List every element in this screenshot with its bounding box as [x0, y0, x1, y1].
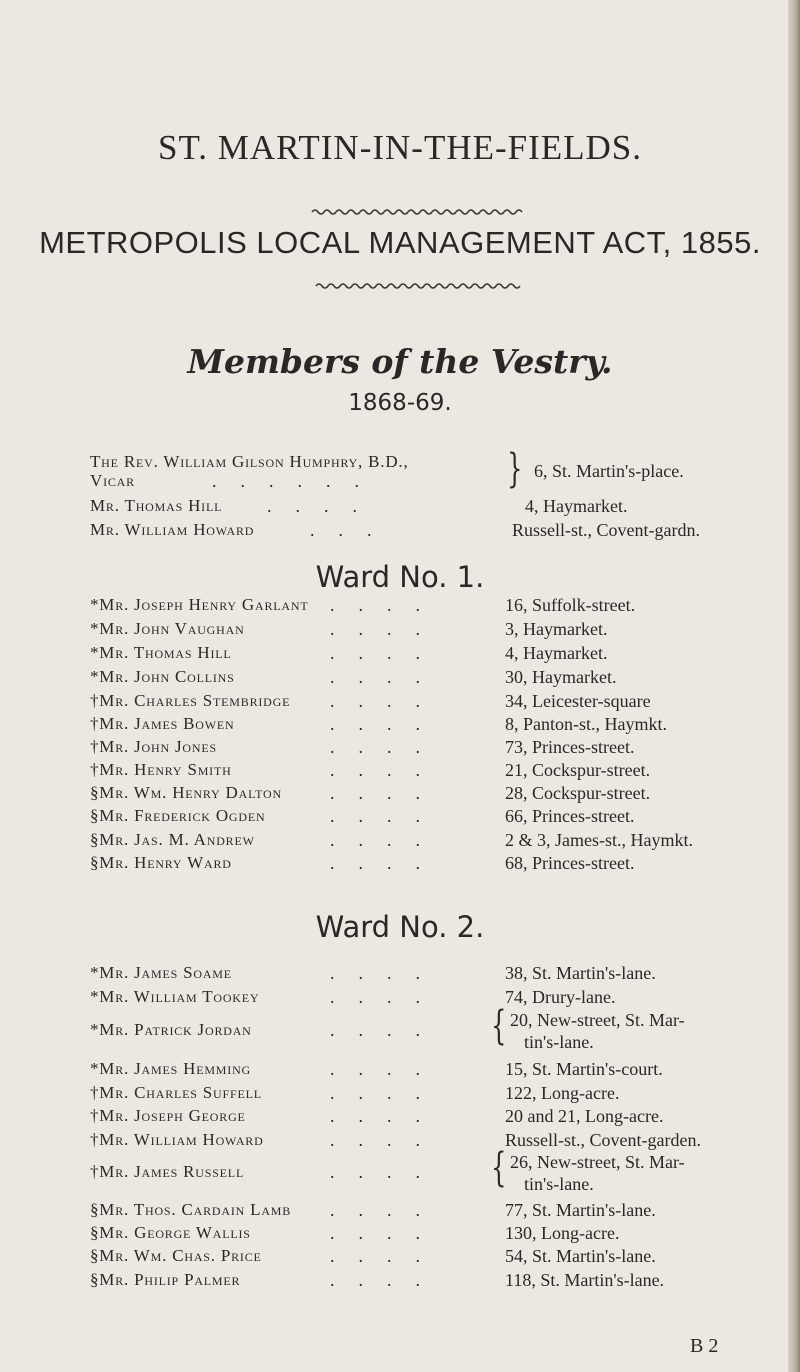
officer-address: 6, St. Martin's-place.: [534, 461, 684, 481]
brace: }: [507, 446, 523, 492]
leader-dots: ....: [330, 1106, 444, 1126]
leader-dots: ....: [330, 760, 444, 780]
leader-dots: ...: [310, 520, 396, 540]
leader-dots: ....: [330, 595, 444, 615]
member-name: §Mr. Wm. Chas. Price: [90, 1246, 262, 1265]
officer-name-line2: Vicar: [90, 471, 135, 490]
member-name: *Mr. Patrick Jordan: [90, 1020, 252, 1039]
leader-dots: ....: [330, 1200, 444, 1220]
member-address: 15, St. Martin's-court.: [505, 1059, 663, 1079]
member-name: †Mr. Joseph George: [90, 1106, 246, 1125]
officer-name: Mr. Thomas Hill: [90, 496, 223, 515]
officer-address: Russell-st., Covent-gardn.: [512, 520, 700, 540]
leader-dots: ....: [330, 1059, 444, 1079]
member-name: †Mr. John Jones: [90, 737, 217, 756]
member-address: 3, Haymarket.: [505, 619, 608, 639]
leader-dots: ....: [330, 1270, 444, 1290]
member-address: 130, Long-acre.: [505, 1223, 620, 1243]
member-name: §Mr. Frederick Ogden: [90, 806, 266, 825]
leader-dots: ....: [330, 853, 444, 873]
leader-dots: ....: [330, 963, 444, 983]
leader-dots: ....: [330, 1246, 444, 1266]
leader-dots: ....: [330, 643, 444, 663]
leader-dots: ....: [330, 1020, 444, 1040]
member-address: 8, Panton-st., Haymkt.: [505, 714, 667, 734]
member-name: §Mr. Philip Palmer: [90, 1270, 241, 1289]
member-address: 38, St. Martin's-lane.: [505, 963, 656, 983]
member-row: [0, 1270, 800, 1300]
leader-dots: ....: [330, 714, 444, 734]
member-address: 16, Suffolk-street.: [505, 595, 636, 615]
member-name: †Mr. Henry Smith: [90, 760, 232, 779]
member-address: 20, New-street, St. Mar-: [510, 1010, 685, 1030]
brace: {: [491, 1003, 507, 1049]
officer-address: 4, Haymarket.: [525, 496, 628, 516]
member-address: 21, Cockspur-street.: [505, 760, 651, 780]
member-row: [0, 1145, 800, 1194]
member-name: §Mr. Jas. M. Andrew: [90, 830, 255, 849]
leader-dots: ....: [330, 1130, 444, 1150]
leader-dots: ....: [330, 619, 444, 639]
member-name: *Mr. James Hemming: [90, 1059, 251, 1078]
member-name: †Mr. Charles Suffell: [90, 1083, 262, 1102]
year: 1868-69.: [348, 390, 452, 416]
member-row: [0, 1003, 800, 1052]
leader-dots: ....: [330, 1162, 444, 1182]
member-address: 73, Princes-street.: [505, 737, 635, 757]
member-address: Russell-st., Covent-garden.: [505, 1130, 701, 1150]
act-heading: METROPOLIS LOCAL MANAGEMENT ACT, 1855.: [39, 225, 761, 260]
member-address: 54, St. Martin's-lane.: [505, 1246, 656, 1266]
signature-mark: B 2: [690, 1335, 719, 1357]
member-name: §Mr. Wm. Henry Dalton: [90, 783, 282, 802]
member-name: §Mr. Henry Ward: [90, 853, 232, 872]
member-address: 68, Princes-street.: [505, 853, 635, 873]
leader-dots: ....: [330, 737, 444, 757]
member-address: 30, Haymarket.: [505, 667, 617, 687]
member-address: 4, Haymarket.: [505, 643, 608, 663]
page-title: ST. MARTIN-IN-THE-FIELDS.: [158, 128, 642, 167]
leader-dots: ....: [330, 691, 444, 711]
leader-dots: ....: [267, 496, 381, 516]
member-address: 20 and 21, Long-acre.: [505, 1106, 664, 1126]
leader-dots: ......: [212, 471, 383, 491]
officer-name: Mr. William Howard: [90, 520, 255, 539]
officer-row: [0, 520, 800, 550]
ward-2-title: Ward No. 2.: [315, 910, 485, 944]
member-name: *Mr. William Tookey: [90, 987, 260, 1006]
leader-dots: ....: [330, 1223, 444, 1243]
member-row: [0, 853, 800, 883]
member-address: 77, St. Martin's-lane.: [505, 1200, 656, 1220]
leader-dots: ....: [330, 830, 444, 850]
leader-dots: ....: [330, 783, 444, 803]
ornamental-rule: [0, 280, 800, 292]
member-address: 118, St. Martin's-lane.: [505, 1270, 665, 1290]
member-name: *Mr. John Vaughan: [90, 619, 245, 638]
member-name: *Mr. James Soame: [90, 963, 232, 982]
member-address: 74, Drury-lane.: [505, 987, 616, 1007]
member-address: 26, New-street, St. Mar-: [510, 1152, 685, 1172]
member-name: †Mr. James Bowen: [90, 714, 235, 733]
leader-dots: ....: [330, 806, 444, 826]
member-name: *Mr. Thomas Hill: [90, 643, 232, 662]
member-name: †Mr. James Russell: [90, 1162, 245, 1181]
member-address: 122, Long-acre.: [505, 1083, 620, 1103]
leader-dots: ....: [330, 667, 444, 687]
leader-dots: ....: [330, 987, 444, 1007]
member-name: †Mr. Charles Stembridge: [90, 691, 291, 710]
member-name: †Mr. William Howard: [90, 1130, 264, 1149]
ward-1-title: Ward No. 1.: [315, 560, 485, 594]
member-address-line2: tin's-lane.: [524, 1032, 594, 1052]
member-address: 66, Princes-street.: [505, 806, 635, 826]
member-name: §Mr. George Wallis: [90, 1223, 251, 1242]
member-address-line2: tin's-lane.: [524, 1174, 594, 1194]
member-name: §Mr. Thos. Cardain Lamb: [90, 1200, 292, 1219]
leader-dots: ....: [330, 1083, 444, 1103]
brace: {: [491, 1145, 507, 1191]
officer-name: The Rev. William Gilson Humphry, B.D.,: [90, 452, 409, 471]
ornamental-rule: [0, 206, 800, 218]
section-heading: Members of the Vestry.: [187, 342, 613, 381]
member-address: 28, Cockspur-street.: [505, 783, 651, 803]
member-address: 2 & 3, James-st., Haymkt.: [505, 830, 693, 850]
member-name: *Mr. John Collins: [90, 667, 235, 686]
member-address: 34, Leicester-square: [505, 691, 651, 711]
member-name: *Mr. Joseph Henry Garlant: [90, 595, 309, 614]
